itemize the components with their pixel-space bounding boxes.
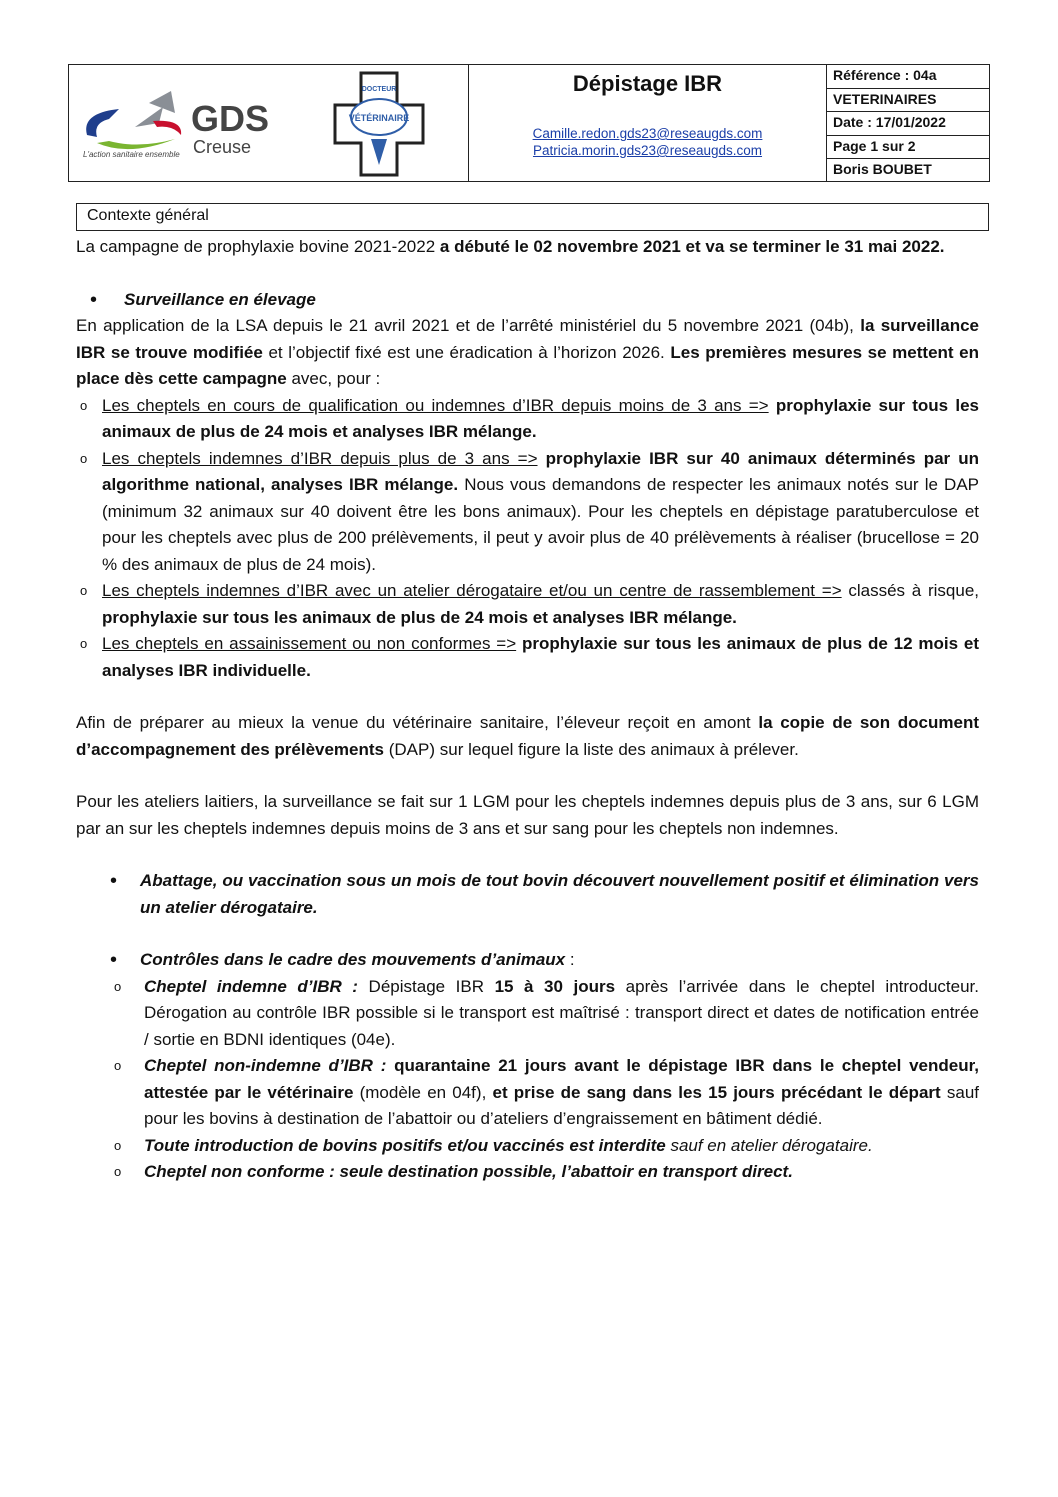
email-link-patricia[interactable]: Patricia.morin.gds23@reseaugds.com <box>532 143 763 158</box>
date-label: Date : 17/01/2022 <box>827 112 989 136</box>
page-label: Page 1 sur 2 <box>827 136 989 160</box>
list-item: o Les cheptels en assainissement ou non conformes => prophylaxie sur tous les animaux de plus de 12 mois et analyses IBR individuelle. <box>80 634 979 680</box>
document-title: Dépistage IBR <box>572 71 723 96</box>
list-item: o Les cheptels en cours de qualification ou indemnes d’IBR depuis moins de 3 ans => prophylaxie sur tous les animaux de plus de 24 mois et analyses IBR mélange. <box>80 395 979 441</box>
surveillance-paragraph: En application de la LSA depuis le 21 avril 2021 et de l’arrêté ministériel du 5 novembre 2021 (04b), la surveillance IBR se trouve modifiée et l’objectif fixé est une éradication à l’horizon 2026. Les premières mesures se mettent en place dès cette campagne avec, pour : <box>76 316 979 388</box>
list-item: o Les cheptels indemnes d’IBR avec un atelier dérogataire et/ou un centre de rassemblement => classés à risque, prophylaxie sur tous les animaux de plus de 24 mois et analyses IBR mélange. <box>80 581 979 627</box>
list-item: o Toute introduction de bovins positifs et/ou vaccinés est interdite sauf en atelier dérogataire. <box>114 1135 873 1155</box>
meta-cell <box>827 65 989 181</box>
document-body <box>76 234 979 1186</box>
svg-text:VÉTÉRINAIRE: VÉTÉRINAIRE <box>348 113 410 123</box>
svg-text:DOCTEUR: DOCTEUR <box>361 86 397 93</box>
list-item: o Cheptel non conforme : seule destination possible, l’abattoir en transport direct. <box>114 1162 793 1181</box>
controles-heading: • Contrôles dans le cadre des mouvements d’animaux : <box>110 949 575 971</box>
svg-text:L'action sanitaire ensemble: L'action sanitaire ensemble <box>83 150 180 159</box>
document-header <box>68 64 990 182</box>
email-link-camille[interactable]: Camille.redon.gds23@reseaugds.com <box>532 126 763 141</box>
gds-logo-icon <box>79 83 309 173</box>
list-item: o Les cheptels indemnes d’IBR depuis plus de 3 ans => prophylaxie IBR sur 40 animaux déterminés par un algorithme national, analyses IBR mélange. Nous vous demandons de respecter les animaux notés sur le DAP (minimum 32 animaux sur 40 doivent être les bons animaux). Pour les cheptels en dépistage paratuberculose et pour les cheptels avec plus de 200 prélèvements, il peut y avoir plus de 40 prélèvements à réaliser (brucellose = 20 % des animaux de plus de 24 mois). <box>80 448 980 574</box>
author-label: Boris BOUBET <box>833 161 932 177</box>
intro-paragraph: La campagne de prophylaxie bovine 2021-2022 a débuté le 02 novembre 2021 et va se terminer le 31 mai 2022. <box>76 237 945 256</box>
svg-text:Creuse: Creuse <box>193 137 252 157</box>
reference-label: Référence : 04a <box>827 65 989 89</box>
abattage-item: • Abattage, ou vaccination sous un mois de tout bovin découvert nouvellement positif et élimination vers un atelier dérogataire. <box>110 870 979 917</box>
list-item: o Cheptel non-indemne d’IBR : quarantaine 21 jours avant le dépistage IBR dans le cheptel vendeur, attestée par le vétérinaire (modèle en 04f), et prise de sang dans les 15 jours précédant le départ sauf pour les bovins à destination de l’abattoir ou d’ateliers d’engraissement en bâtiment dédié. <box>114 1056 979 1128</box>
surveillance-heading: • Surveillance en élevage <box>90 288 316 311</box>
logo-cell <box>69 65 469 181</box>
list-item: o Cheptel indemne d’IBR : Dépistage IBR 15 à 30 jours après l’arrivée dans le cheptel introducteur. Dérogation au contrôle IBR possible si le transport est maîtrisé : transport direct et dates de notification entrée / sortie en BDNI identiques (04e). <box>114 976 979 1049</box>
title-cell <box>469 65 827 181</box>
audience-label: VETERINAIRES <box>827 89 989 113</box>
veterinaire-cross-icon <box>331 69 427 179</box>
svg-text:GDS: GDS <box>191 98 270 139</box>
dap-paragraph: Afin de préparer au mieux la venue du vétérinaire sanitaire, l’éleveur reçoit en amont la copie de son document d’accompagnement des prélèvements (DAP) sur lequel figure la liste des animaux à prélever. <box>76 713 979 759</box>
laitiers-paragraph: Pour les ateliers laitiers, la surveillance se fait sur 1 LGM pour les cheptels indemnes depuis plus de 3 ans, sur 6 LGM par an sur les cheptels indemnes depuis moins de 3 ans et sur sang pour les cheptels non indemnes. <box>76 792 979 838</box>
context-heading: Contexte général <box>76 203 989 231</box>
